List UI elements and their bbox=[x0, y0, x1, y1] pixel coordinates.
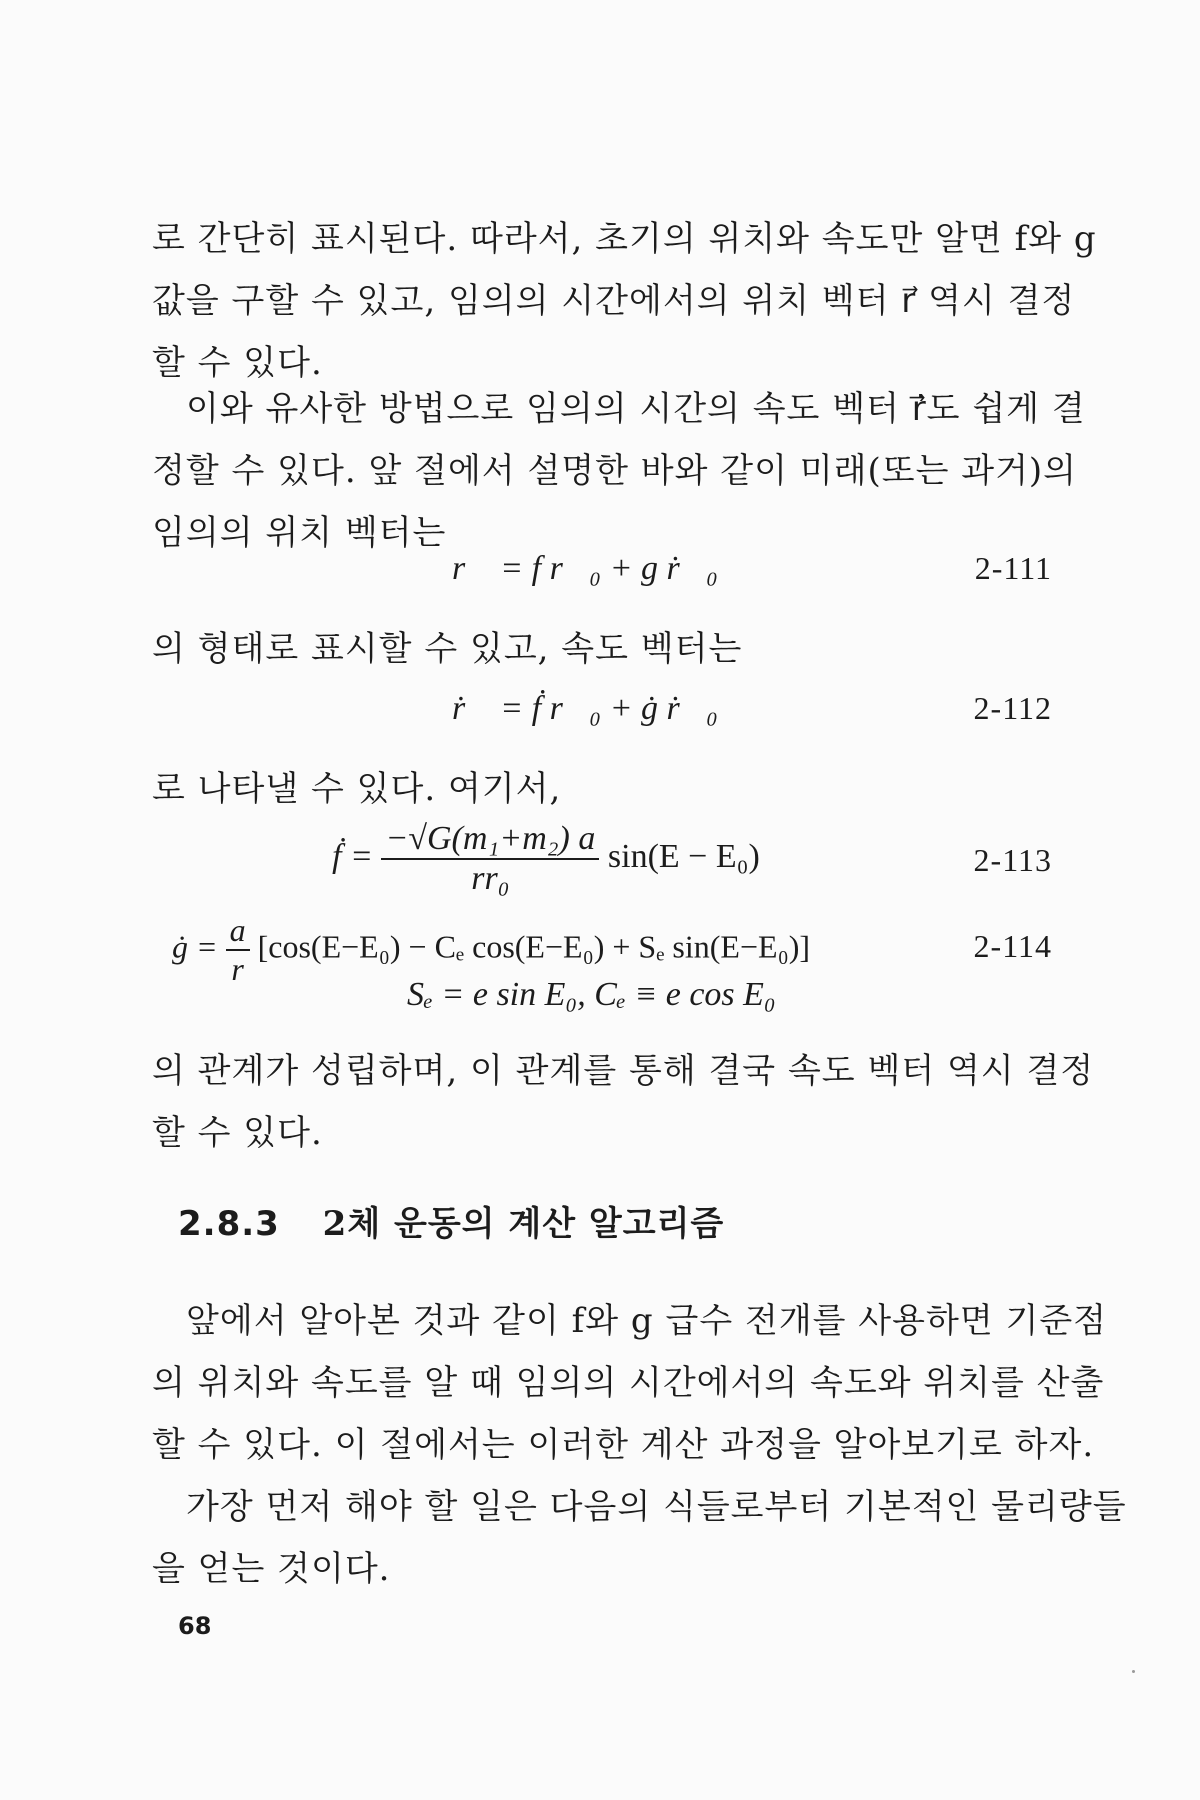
fraction-denominator: rr₀ bbox=[471, 860, 510, 897]
text-line: 할 수 있다. bbox=[152, 1113, 323, 1153]
text-line: 의 형태로 표시할 수 있고, 속도 벡터는 bbox=[152, 629, 743, 669]
text-line: 정할 수 있다. 앞 절에서 설명한 바와 같이 미래(또는 과거)의 bbox=[152, 451, 1078, 491]
text-line: 임의의 위치 벡터는 bbox=[152, 513, 447, 553]
fraction bbox=[381, 820, 599, 898]
equation-number: 2-112 bbox=[973, 690, 1052, 726]
equation-expression: Sₑ = e sin E₀, Cₑ ≡ e cos E₀ bbox=[407, 976, 776, 1013]
section-heading bbox=[178, 1196, 724, 1245]
text-line: 앞에서 알아본 것과 같이 f와 g 급수 전개를 사용하면 기준점 bbox=[186, 1301, 1108, 1341]
text-line: 의 관계가 성립하며, 이 관계를 통해 결국 속도 벡터 역시 결정 bbox=[152, 1051, 1095, 1091]
paragraph-2 bbox=[152, 378, 1086, 564]
paragraph-4 bbox=[152, 758, 1052, 820]
text-line: 을 얻는 것이다. bbox=[152, 1549, 391, 1589]
text-line: 의 위치와 속도를 알 때 임의의 시간에서의 속도와 위치를 산출 bbox=[152, 1363, 1105, 1403]
equation-number: 2-113 bbox=[973, 842, 1052, 878]
scan-speck bbox=[1132, 1670, 1135, 1673]
equation-number: 2-111 bbox=[974, 550, 1052, 586]
equation-lhs: ġ = bbox=[172, 928, 218, 965]
text-line: 가장 먼저 해야 할 일은 다음의 식들로부터 기본적인 물리량들 bbox=[186, 1487, 1127, 1527]
equation-rhs: [cos(E−E₀) − Cₑ cos(E−E₀) + Sₑ sin(E−E₀)] bbox=[257, 928, 811, 965]
section-number: 2.8.3 bbox=[178, 1204, 280, 1244]
equation-expression: ṙ⃗ = ḟ r⃗₀ + ġ ṙ⃗₀ bbox=[452, 690, 719, 727]
page-number: 68 bbox=[178, 1612, 212, 1640]
equation-expression: r⃗ = f r⃗₀ + g ṙ⃗₀ bbox=[452, 550, 719, 587]
text-line: 할 수 있다. bbox=[152, 343, 323, 383]
text-line: 값을 구할 수 있고, 임의의 시간에서의 위치 벡터 r⃗ 역시 결정 bbox=[152, 281, 1076, 321]
paragraph-1 bbox=[152, 208, 1097, 394]
fraction-denominator: r bbox=[231, 951, 244, 987]
paragraph-5 bbox=[152, 1040, 1095, 1164]
text-line: 로 간단히 표시된다. 따라서, 초기의 위치와 속도만 알면 f와 g bbox=[152, 219, 1097, 259]
paragraph-3 bbox=[152, 618, 1052, 680]
text-line: 할 수 있다. 이 절에서는 이러한 계산 과정을 알아보기로 하자. bbox=[152, 1425, 1095, 1465]
paragraph-7 bbox=[152, 1476, 1127, 1600]
equation-lhs: ḟ = bbox=[332, 837, 373, 875]
equation-rhs: sin(E − E₀) bbox=[607, 837, 760, 875]
fraction-numerator: −√G(m₁+m₂) a bbox=[381, 820, 599, 860]
equation-2-113 bbox=[152, 820, 1052, 910]
equation-2-111 bbox=[152, 550, 1052, 610]
text-line: 이와 유사한 방법으로 임의의 시간의 속도 벡터 ṙ⃗도 쉽게 결 bbox=[186, 389, 1086, 429]
section-title: 2체 운동의 계산 알고리즘 bbox=[322, 1204, 725, 1244]
equation-number: 2-114 bbox=[973, 928, 1052, 964]
fraction-numerator: a bbox=[226, 912, 250, 951]
equation-definitions bbox=[152, 976, 1052, 1036]
paragraph-6 bbox=[152, 1290, 1108, 1476]
equation-2-112 bbox=[152, 690, 1052, 750]
text-line: 로 나타낼 수 있다. 여기서, bbox=[152, 769, 562, 809]
